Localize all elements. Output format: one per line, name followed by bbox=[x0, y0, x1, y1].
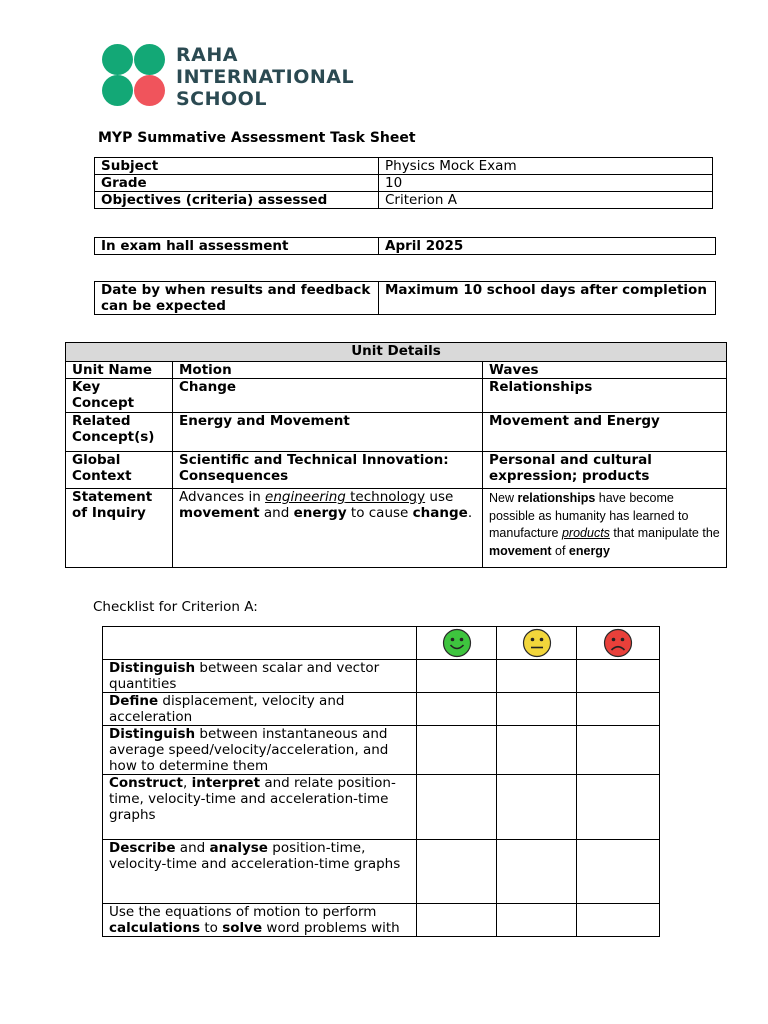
key-concept-row bbox=[66, 379, 727, 413]
row-label: Key Concept bbox=[66, 379, 173, 413]
inquiry-text: of bbox=[551, 543, 569, 558]
verb: Construct bbox=[109, 775, 184, 791]
school-name-line-2: INTERNATIONAL bbox=[176, 66, 355, 88]
waves-value: Movement and Energy bbox=[483, 413, 727, 452]
logo-circle-green-2 bbox=[134, 44, 165, 75]
checklist-item bbox=[103, 660, 417, 693]
sad-cell[interactable] bbox=[577, 693, 660, 726]
sad-column-header bbox=[577, 627, 660, 660]
inquiry-text: that manipulate the bbox=[609, 526, 720, 540]
verb: Distinguish bbox=[109, 726, 196, 742]
item-text: between scalar and vector quantities bbox=[109, 660, 380, 692]
sad-cell[interactable] bbox=[577, 775, 660, 840]
verb: solve bbox=[222, 920, 263, 936]
unit-details-header: Unit Details bbox=[66, 343, 727, 362]
happy-cell[interactable] bbox=[417, 726, 497, 775]
happy-cell[interactable] bbox=[417, 660, 497, 693]
happy-cell[interactable] bbox=[417, 904, 497, 937]
item-text: position-time, velocity-time and acceleration-time graphs bbox=[109, 840, 401, 872]
sad-cell[interactable] bbox=[577, 904, 660, 937]
results-table bbox=[94, 281, 716, 315]
info-label: Subject bbox=[95, 158, 379, 175]
info-table bbox=[94, 157, 713, 209]
logo-circle-green-3 bbox=[102, 75, 133, 106]
school-name-line-3: SCHOOL bbox=[176, 88, 267, 110]
row-label: Statement of Inquiry bbox=[66, 489, 173, 568]
results-label: Date by when results and feedback can be expected bbox=[95, 282, 379, 315]
item-text: between instantaneous and average speed/velocity/acceleration, and how to determine them bbox=[109, 726, 389, 774]
neutral-column-header bbox=[497, 627, 577, 660]
inquiry-row bbox=[66, 489, 727, 568]
checklist-header-row bbox=[103, 627, 660, 660]
info-row-objectives bbox=[95, 192, 713, 209]
inquiry-term-relationships: relationships bbox=[517, 491, 596, 505]
neutral-face-icon bbox=[522, 628, 552, 658]
info-label: Objectives (criteria) assessed bbox=[95, 192, 379, 209]
checklist-item bbox=[103, 775, 417, 840]
sad-cell[interactable] bbox=[577, 726, 660, 775]
unit-details-header-row bbox=[66, 343, 727, 362]
unit-details-table bbox=[65, 342, 727, 568]
item-text: word problems with bbox=[262, 920, 400, 936]
inquiry-text: have become possible as humanity has learned to manufacture bbox=[489, 491, 689, 540]
page-title: MYP Summative Assessment Task Sheet bbox=[98, 130, 416, 146]
item-text: to bbox=[200, 920, 223, 936]
info-row-grade bbox=[95, 175, 713, 192]
neutral-cell[interactable] bbox=[497, 693, 577, 726]
inquiry-term-energy: energy bbox=[568, 543, 610, 558]
motion-inquiry bbox=[173, 489, 483, 568]
checklist-row bbox=[103, 726, 660, 775]
info-row-subject bbox=[95, 158, 713, 175]
checklist-item bbox=[103, 840, 417, 904]
checklist-row bbox=[103, 840, 660, 904]
unit-name-row bbox=[66, 362, 727, 379]
item-text: , bbox=[183, 775, 192, 791]
item-text: displacement, velocity and acceleration bbox=[109, 693, 345, 725]
info-value: Physics Mock Exam bbox=[379, 158, 713, 175]
results-value: Maximum 10 school days after completion bbox=[379, 282, 716, 315]
related-concepts-row bbox=[66, 413, 727, 452]
inquiry-term-change: change bbox=[412, 505, 468, 521]
verb: calculations bbox=[109, 920, 201, 936]
neutral-cell[interactable] bbox=[497, 775, 577, 840]
item-text: and relate position-time, velocity-time and acceleration-time graphs bbox=[109, 775, 396, 823]
inquiry-text: use bbox=[425, 489, 454, 505]
info-value: 10 bbox=[379, 175, 713, 192]
item-text: Use the equations of motion to perform bbox=[109, 904, 377, 920]
item-text: and bbox=[175, 840, 210, 856]
happy-column-header bbox=[417, 627, 497, 660]
inquiry-text: and bbox=[259, 505, 294, 521]
happy-cell[interactable] bbox=[417, 693, 497, 726]
inquiry-term-products: products bbox=[561, 526, 610, 540]
motion-value: Change bbox=[173, 379, 483, 413]
happy-cell[interactable] bbox=[417, 840, 497, 904]
checklist-title: Checklist for Criterion A: bbox=[93, 599, 258, 615]
checklist-table bbox=[102, 626, 660, 937]
inquiry-term-movement: movement bbox=[489, 543, 552, 558]
happy-cell[interactable] bbox=[417, 775, 497, 840]
row-label: Related Concept(s) bbox=[66, 413, 173, 452]
exam-label: In exam hall assessment bbox=[95, 238, 379, 255]
inquiry-term-engineering: engineering bbox=[265, 489, 346, 505]
exam-value: April 2025 bbox=[379, 238, 716, 255]
waves-value: Waves bbox=[483, 362, 727, 379]
global-context-row bbox=[66, 452, 727, 489]
logo-circle-green-1 bbox=[102, 44, 133, 75]
exam-table bbox=[94, 237, 716, 255]
inquiry-text: Advances in bbox=[179, 489, 266, 505]
sad-cell[interactable] bbox=[577, 660, 660, 693]
checklist-row bbox=[103, 660, 660, 693]
inquiry-term-technology: technology bbox=[345, 489, 426, 505]
row-label: Unit Name bbox=[66, 362, 173, 379]
info-label: Grade bbox=[95, 175, 379, 192]
neutral-cell[interactable] bbox=[497, 660, 577, 693]
logo-circle-red bbox=[134, 75, 165, 106]
waves-value: Personal and cultural expression; products bbox=[483, 452, 727, 489]
inquiry-text: to cause bbox=[346, 505, 413, 521]
sad-face-icon bbox=[603, 628, 633, 658]
motion-value: Energy and Movement bbox=[173, 413, 483, 452]
waves-inquiry bbox=[483, 489, 727, 568]
verb: Define bbox=[109, 693, 159, 709]
waves-value: Relationships bbox=[483, 379, 727, 413]
checklist-item bbox=[103, 693, 417, 726]
neutral-cell[interactable] bbox=[497, 904, 577, 937]
inquiry-text: . bbox=[467, 505, 473, 521]
checklist-header-blank bbox=[103, 627, 417, 660]
row-label: Global Context bbox=[66, 452, 173, 489]
neutral-cell[interactable] bbox=[497, 840, 577, 904]
inquiry-term-movement: movement bbox=[179, 505, 260, 521]
happy-face-icon bbox=[442, 628, 472, 658]
sad-cell[interactable] bbox=[577, 840, 660, 904]
inquiry-term-energy: energy bbox=[293, 505, 347, 521]
verb: interpret bbox=[191, 775, 261, 791]
verb: Describe bbox=[109, 840, 176, 856]
school-name-line-1: RAHA bbox=[176, 44, 238, 66]
checklist-row bbox=[103, 904, 660, 937]
neutral-cell[interactable] bbox=[497, 726, 577, 775]
checklist-item bbox=[103, 904, 417, 937]
verb: Distinguish bbox=[109, 660, 196, 676]
checklist-item bbox=[103, 726, 417, 775]
motion-value: Motion bbox=[173, 362, 483, 379]
checklist-row bbox=[103, 775, 660, 840]
checklist-row bbox=[103, 693, 660, 726]
verb: analyse bbox=[209, 840, 268, 856]
motion-value: Scientific and Technical Innovation: Consequences bbox=[173, 452, 483, 489]
info-value: Criterion A bbox=[379, 192, 713, 209]
inquiry-text: New bbox=[489, 491, 518, 505]
